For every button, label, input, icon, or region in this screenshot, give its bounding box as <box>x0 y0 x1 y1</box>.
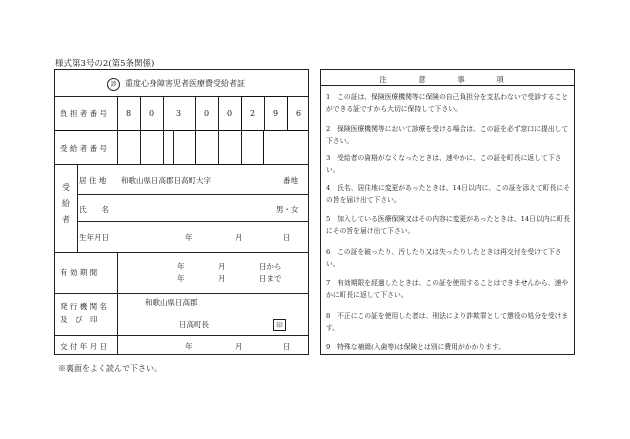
birth-date-label: 生年月日 <box>79 233 109 242</box>
notes-panel <box>320 69 575 355</box>
validity-to-day: 日まで <box>259 274 282 283</box>
name-label: 氏 名 <box>79 205 109 214</box>
validity-to-year: 年 <box>177 274 185 283</box>
issue-date-label: 交 付 年 月 日 <box>60 342 108 351</box>
recipient-number-label: 受 給 者 番 号 <box>60 144 108 153</box>
form-number: 様式第3号の2(第5条関係) <box>55 59 155 69</box>
address-value: 和歌山県日高郡日高町大字 <box>121 176 211 185</box>
note-item: 8 不正にこの証を使用した者は、刑法により詐欺罪として懲役の処分を受けます。 <box>326 312 569 332</box>
issuer-seal-label: 及 び 印 <box>60 315 98 324</box>
address-suffix: 番地 <box>283 176 298 185</box>
footnote: ※裏面をよく読んで下さい。 <box>58 364 162 373</box>
payer-digit: 9 <box>272 109 279 118</box>
certificate <box>54 69 309 355</box>
birth-day: 日 <box>283 233 291 242</box>
payer-digit: 6 <box>295 109 302 118</box>
notes-title: 注 意 事 項 <box>379 75 516 84</box>
payer-digit: 0 <box>148 109 155 118</box>
note-item: 7 有効期限を経過したときは、この証を使用することはできませんから、速やかに町長に返して下さい。 <box>326 279 569 299</box>
medical-seal-icon: 診 <box>107 78 120 91</box>
official-seal-icon: 印 <box>273 319 286 331</box>
issuer-mayor: 日高町長 <box>179 320 209 329</box>
certificate-title: 重度心身障害児者医療費受給者証 <box>125 79 245 88</box>
note-item: 3 受給者の資格がなくなったときは、速やかに、この証を町長に返して下さい。 <box>326 154 562 174</box>
address-label: 居 住 地 <box>79 176 107 185</box>
payer-digit: 0 <box>226 109 233 118</box>
payer-digit: 8 <box>125 109 132 118</box>
birth-year: 年 <box>185 233 193 242</box>
validity-to-month: 月 <box>218 274 226 283</box>
validity-from-month: 月 <box>218 262 226 271</box>
issue-day: 日 <box>283 342 291 351</box>
payer-digit: 0 <box>203 109 210 118</box>
note-item: 1 この証は、保険医療機関等に保険の自己負担分を支払わないで受診することができる証ですから大切に保持して下さい。 <box>326 93 569 113</box>
note-item: 5 加入している医療保険又はその内容に変更があったときは、14日以内に町長にその旨を届け出て下さい。 <box>326 215 570 235</box>
recipient-side-label: 受給者 <box>62 183 70 224</box>
issuer-name: 和歌山県日高郡 <box>145 298 198 307</box>
note-item: 4 氏名、居住地に変更があったときは、14日以内に、この証を添えて町長にその旨を届け出て下さい。 <box>326 184 570 204</box>
note-item: 2 保険医療機関等において診療を受ける場合は、この証を必ず窓口に提出して下さい。 <box>326 125 569 145</box>
note-item: 6 この証を破ったり、汚したり又は失ったりしたときは再交付を受けて下さい。 <box>326 248 562 268</box>
validity-from-year: 年 <box>177 262 185 271</box>
note-item: 9 特殊な補綴(入歯等)は保険とは別に費用がかかります。 <box>326 343 506 351</box>
issue-month: 月 <box>235 342 243 351</box>
validity-label: 有 効 期 間 <box>60 268 98 277</box>
validity-from-day: 日から <box>259 262 282 271</box>
payer-digit: 2 <box>249 109 256 118</box>
birth-month: 月 <box>235 233 243 242</box>
issuer-label: 発 行 機 関 名 <box>60 302 108 311</box>
issue-year: 年 <box>185 342 193 351</box>
gender-options: 男・女 <box>276 205 299 214</box>
payer-digit: 3 <box>175 109 182 118</box>
payer-number-label: 負 担 者 番 号 <box>60 109 108 118</box>
